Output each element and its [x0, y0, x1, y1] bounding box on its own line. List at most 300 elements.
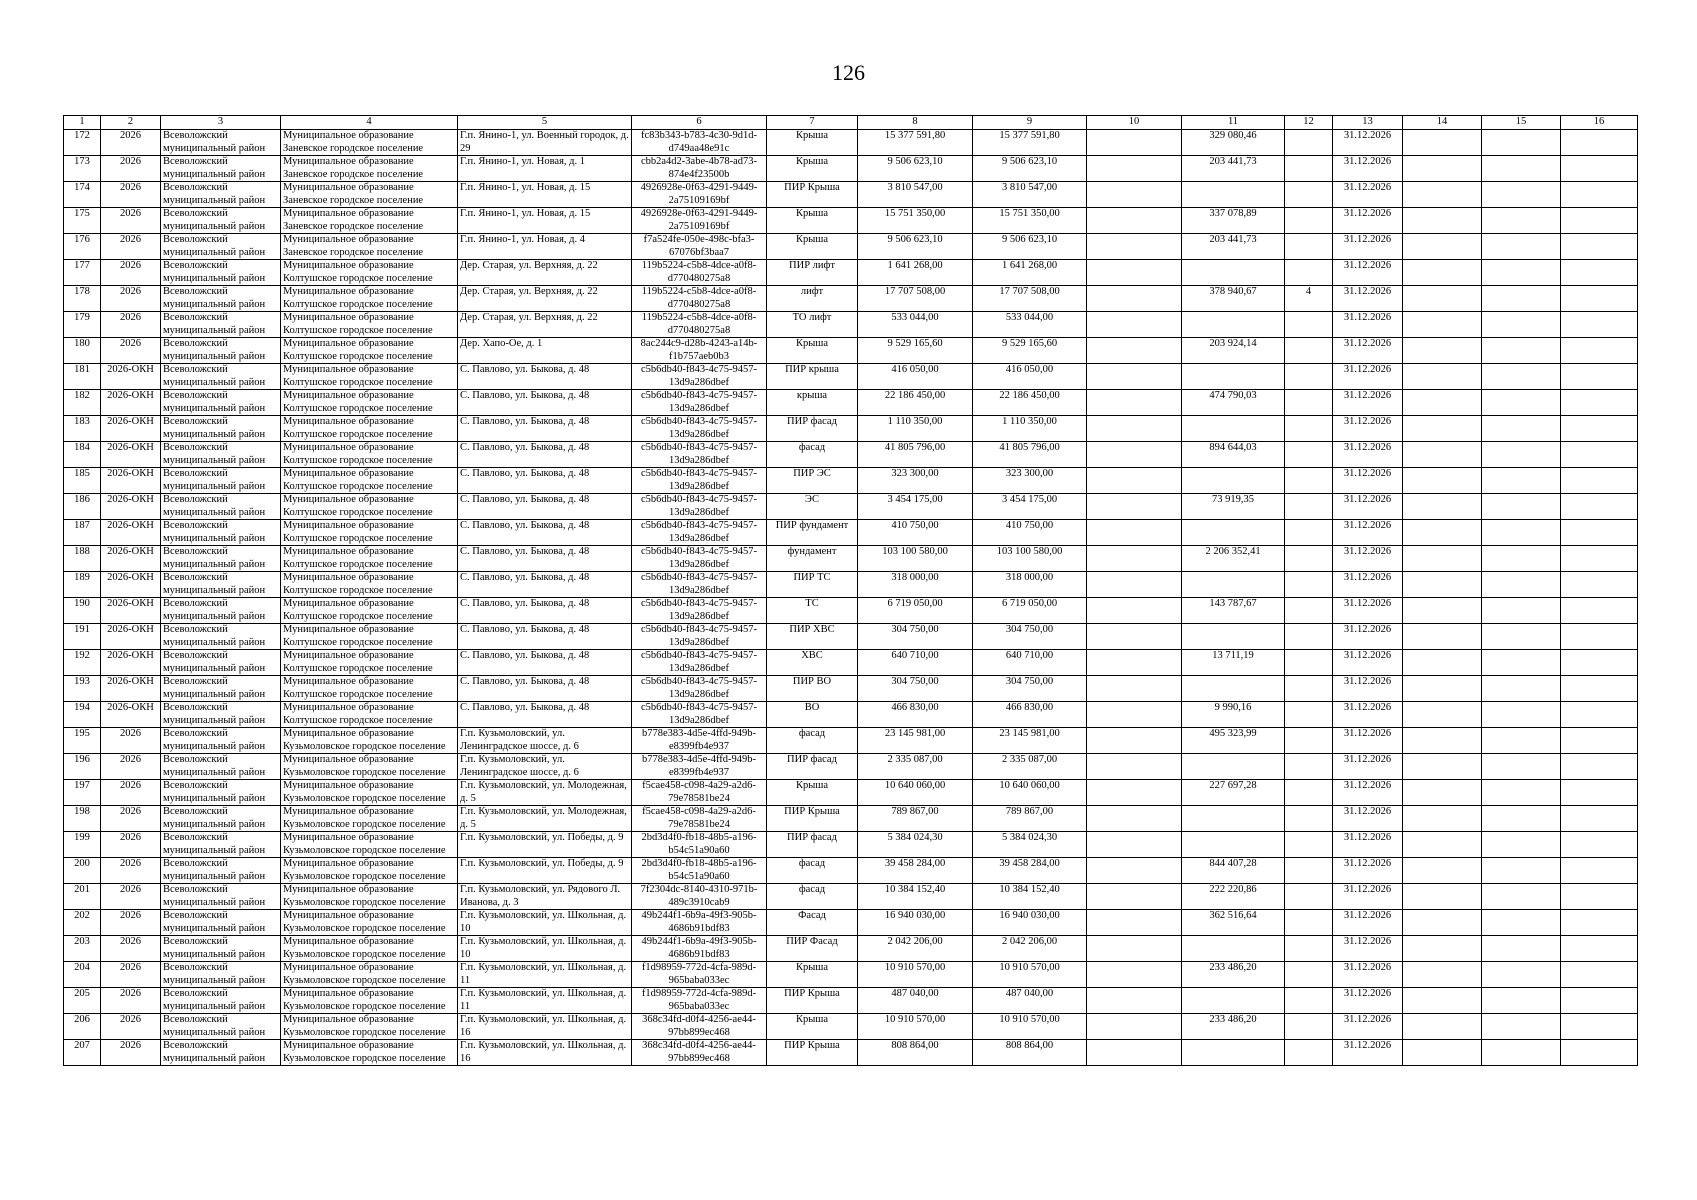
cell-col-11: [1182, 624, 1285, 650]
cell-col-12: 4: [1285, 286, 1333, 312]
cell-house-guid: f1d98959-772d-4cfa-989d-965baba033ec: [632, 988, 767, 1014]
cell-municipality: Муниципальное образование Кузьмоловское городское поселение: [281, 910, 458, 936]
cell-year: 2026-ОКН: [101, 390, 161, 416]
cell-address: Г.п. Кузьмоловский, ул. Ленинградское шоссе, д. 6: [458, 728, 632, 754]
cell-col-16: [1561, 650, 1638, 676]
cell-work-type: ХВС: [767, 650, 858, 676]
table-row: [64, 416, 1638, 442]
cell-col-10: [1087, 442, 1182, 468]
cell-col-16: [1561, 182, 1638, 208]
cell-col-10: [1087, 780, 1182, 806]
cell-year: 2026-ОКН: [101, 546, 161, 572]
cell-col-12: [1285, 234, 1333, 260]
cell-col-16: [1561, 572, 1638, 598]
cell-municipality: Муниципальное образование Колтушское городское поселение: [281, 598, 458, 624]
cell-year: 2026: [101, 1040, 161, 1066]
cell-total-cost: 2 335 087,00: [858, 754, 973, 780]
cell-address: Дер. Старая, ул. Верхняя, д. 22: [458, 260, 632, 286]
cell-col-14: [1403, 832, 1482, 858]
cell-col-11: 378 940,67: [1182, 286, 1285, 312]
cell-row-number: 194: [64, 702, 101, 728]
cell-house-guid: c5b6db40-f843-4c75-9457-13d9a286dbef: [632, 364, 767, 390]
cell-col-15: [1482, 156, 1561, 182]
cell-address: Дер. Старая, ул. Верхняя, д. 22: [458, 286, 632, 312]
cell-deadline: 31.12.2026: [1333, 494, 1403, 520]
cell-col-11: [1182, 988, 1285, 1014]
table-row: [64, 702, 1638, 728]
cell-district: Всеволожский муниципальный район: [161, 416, 281, 442]
cell-municipality: Муниципальное образование Кузьмоловское городское поселение: [281, 988, 458, 1014]
cell-deadline: 31.12.2026: [1333, 598, 1403, 624]
cell-deadline: 31.12.2026: [1333, 442, 1403, 468]
cell-col-16: [1561, 598, 1638, 624]
cell-cost-fund: 1 110 350,00: [973, 416, 1087, 442]
cell-deadline: 31.12.2026: [1333, 338, 1403, 364]
cell-col-15: [1482, 546, 1561, 572]
cell-col-12: [1285, 780, 1333, 806]
cell-col-11: [1182, 364, 1285, 390]
table-row: [64, 156, 1638, 182]
cell-col-16: [1561, 936, 1638, 962]
cell-total-cost: 9 529 165,60: [858, 338, 973, 364]
cell-col-11: [1182, 260, 1285, 286]
cell-municipality: Муниципальное образование Колтушское городское поселение: [281, 260, 458, 286]
cell-col-11: 203 441,73: [1182, 234, 1285, 260]
cell-col-16: [1561, 520, 1638, 546]
cell-col-16: [1561, 494, 1638, 520]
cell-col-11: [1182, 936, 1285, 962]
table-row: [64, 234, 1638, 260]
table-row: [64, 676, 1638, 702]
cell-row-number: 195: [64, 728, 101, 754]
cell-house-guid: 119b5224-c5b8-4dce-a0f8-d770480275a8: [632, 286, 767, 312]
cell-municipality: Муниципальное образование Кузьмоловское городское поселение: [281, 832, 458, 858]
cell-total-cost: 466 830,00: [858, 702, 973, 728]
cell-col-14: [1403, 1014, 1482, 1040]
cell-work-type: Крыша: [767, 1014, 858, 1040]
cell-cost-fund: 808 864,00: [973, 1040, 1087, 1066]
cell-col-14: [1403, 182, 1482, 208]
cell-year: 2026: [101, 1014, 161, 1040]
cell-house-guid: f5cae458-c098-4a29-a2d6-79e78581be24: [632, 780, 767, 806]
cell-col-15: [1482, 650, 1561, 676]
cell-col-10: [1087, 520, 1182, 546]
cell-cost-fund: 10 910 570,00: [973, 962, 1087, 988]
table-row: [64, 624, 1638, 650]
cell-col-11: 362 516,64: [1182, 910, 1285, 936]
cell-year: 2026: [101, 234, 161, 260]
cell-col-10: [1087, 416, 1182, 442]
column-header-5: 5: [458, 116, 632, 130]
cell-address: Г.п. Кузьмоловский, ул. Школьная, д. 16: [458, 1014, 632, 1040]
cell-house-guid: c5b6db40-f843-4c75-9457-13d9a286dbef: [632, 650, 767, 676]
cell-col-15: [1482, 260, 1561, 286]
cell-work-type: ПИР Крыша: [767, 806, 858, 832]
cell-cost-fund: 2 042 206,00: [973, 936, 1087, 962]
cell-deadline: 31.12.2026: [1333, 312, 1403, 338]
cell-total-cost: 9 506 623,10: [858, 156, 973, 182]
cell-cost-fund: 533 044,00: [973, 312, 1087, 338]
cell-house-guid: f1d98959-772d-4cfa-989d-965baba033ec: [632, 962, 767, 988]
cell-col-16: [1561, 676, 1638, 702]
cell-house-guid: 4926928e-0f63-4291-9449-2a75109169bf: [632, 182, 767, 208]
cell-col-11: 203 924,14: [1182, 338, 1285, 364]
table-row: [64, 182, 1638, 208]
cell-col-12: [1285, 754, 1333, 780]
cell-house-guid: b778e383-4d5e-4ffd-949b-e8399fb4e937: [632, 728, 767, 754]
cell-district: Всеволожский муниципальный район: [161, 572, 281, 598]
cell-col-11: [1182, 572, 1285, 598]
cell-col-16: [1561, 546, 1638, 572]
cell-row-number: 189: [64, 572, 101, 598]
cell-total-cost: 6 719 050,00: [858, 598, 973, 624]
cell-cost-fund: 15 751 350,00: [973, 208, 1087, 234]
table-row: [64, 910, 1638, 936]
cell-district: Всеволожский муниципальный район: [161, 208, 281, 234]
cell-col-14: [1403, 546, 1482, 572]
cell-municipality: Муниципальное образование Колтушское городское поселение: [281, 442, 458, 468]
cell-address: Г.п. Кузьмоловский, ул. Молодежная, д. 5: [458, 806, 632, 832]
cell-col-10: [1087, 390, 1182, 416]
cell-municipality: Муниципальное образование Колтушское городское поселение: [281, 364, 458, 390]
cell-total-cost: 9 506 623,10: [858, 234, 973, 260]
cell-col-10: [1087, 650, 1182, 676]
cell-year: 2026: [101, 130, 161, 156]
cell-col-10: [1087, 468, 1182, 494]
cell-row-number: 193: [64, 676, 101, 702]
cell-district: Всеволожский муниципальный район: [161, 754, 281, 780]
cell-cost-fund: 41 805 796,00: [973, 442, 1087, 468]
cell-col-10: [1087, 130, 1182, 156]
cell-total-cost: 533 044,00: [858, 312, 973, 338]
cell-cost-fund: 2 335 087,00: [973, 754, 1087, 780]
cell-district: Всеволожский муниципальный район: [161, 1014, 281, 1040]
cell-col-12: [1285, 728, 1333, 754]
cell-cost-fund: 5 384 024,30: [973, 832, 1087, 858]
cell-total-cost: 304 750,00: [858, 624, 973, 650]
cell-year: 2026: [101, 780, 161, 806]
cell-cost-fund: 318 000,00: [973, 572, 1087, 598]
cell-col-14: [1403, 624, 1482, 650]
cell-col-10: [1087, 962, 1182, 988]
cell-col-11: [1182, 1040, 1285, 1066]
cell-address: Г.п. Янино-1, ул. Новая, д. 15: [458, 208, 632, 234]
cell-district: Всеволожский муниципальный район: [161, 260, 281, 286]
table-row: [64, 780, 1638, 806]
cell-col-12: [1285, 936, 1333, 962]
cell-col-14: [1403, 754, 1482, 780]
column-header-12: 12: [1285, 116, 1333, 130]
table-row: [64, 884, 1638, 910]
cell-col-10: [1087, 260, 1182, 286]
cell-col-10: [1087, 624, 1182, 650]
cell-house-guid: 4926928e-0f63-4291-9449-2a75109169bf: [632, 208, 767, 234]
column-header-16: 16: [1561, 116, 1638, 130]
cell-year: 2026: [101, 312, 161, 338]
table-row: [64, 390, 1638, 416]
cell-col-12: [1285, 572, 1333, 598]
cell-address: Г.п. Кузьмоловский, ул. Школьная, д. 10: [458, 910, 632, 936]
cell-district: Всеволожский муниципальный район: [161, 312, 281, 338]
table-row: [64, 338, 1638, 364]
cell-total-cost: 10 384 152,40: [858, 884, 973, 910]
cell-house-guid: 7f2304dc-8140-4310-971b-489c3910cab9: [632, 884, 767, 910]
cell-cost-fund: 15 377 591,80: [973, 130, 1087, 156]
cell-col-15: [1482, 208, 1561, 234]
cell-year: 2026: [101, 988, 161, 1014]
cell-col-14: [1403, 806, 1482, 832]
cell-work-type: ПИР ВО: [767, 676, 858, 702]
cell-address: Г.п. Янино-1, ул. Новая, д. 15: [458, 182, 632, 208]
cell-col-12: [1285, 156, 1333, 182]
cell-work-type: ПИР Крыша: [767, 1040, 858, 1066]
cell-address: Г.п. Кузьмоловский, ул. Победы, д. 9: [458, 858, 632, 884]
cell-col-10: [1087, 364, 1182, 390]
cell-district: Всеволожский муниципальный район: [161, 390, 281, 416]
cell-col-14: [1403, 988, 1482, 1014]
cell-row-number: 198: [64, 806, 101, 832]
cell-row-number: 173: [64, 156, 101, 182]
cell-cost-fund: 10 384 152,40: [973, 884, 1087, 910]
cell-col-12: [1285, 676, 1333, 702]
cell-work-type: Крыша: [767, 234, 858, 260]
cell-address: С. Павлово, ул. Быкова, д. 48: [458, 572, 632, 598]
cell-cost-fund: 466 830,00: [973, 702, 1087, 728]
cell-col-10: [1087, 312, 1182, 338]
cell-district: Всеволожский муниципальный район: [161, 650, 281, 676]
cell-col-16: [1561, 390, 1638, 416]
cell-col-14: [1403, 520, 1482, 546]
cell-district: Всеволожский муниципальный район: [161, 884, 281, 910]
cell-cost-fund: 416 050,00: [973, 364, 1087, 390]
cell-col-10: [1087, 494, 1182, 520]
cell-col-16: [1561, 416, 1638, 442]
table-row: [64, 1014, 1638, 1040]
cell-address: Г.п. Янино-1, ул. Новая, д. 1: [458, 156, 632, 182]
cell-total-cost: 16 940 030,00: [858, 910, 973, 936]
cell-work-type: ПИР Фасад: [767, 936, 858, 962]
table-row: [64, 442, 1638, 468]
column-header-11: 11: [1182, 116, 1285, 130]
cell-work-type: фасад: [767, 884, 858, 910]
cell-house-guid: 2bd3d4f0-fb18-48b5-a196-b54c51a90a60: [632, 858, 767, 884]
cell-municipality: Муниципальное образование Колтушское городское поселение: [281, 338, 458, 364]
table-row: [64, 312, 1638, 338]
cell-total-cost: 487 040,00: [858, 988, 973, 1014]
cell-col-16: [1561, 312, 1638, 338]
cell-district: Всеволожский муниципальный район: [161, 182, 281, 208]
cell-cost-fund: 16 940 030,00: [973, 910, 1087, 936]
cell-work-type: ПИР фасад: [767, 416, 858, 442]
cell-row-number: 190: [64, 598, 101, 624]
cell-district: Всеволожский муниципальный район: [161, 988, 281, 1014]
cell-col-15: [1482, 130, 1561, 156]
cell-year: 2026-ОКН: [101, 416, 161, 442]
cell-col-16: [1561, 260, 1638, 286]
table-row: [64, 208, 1638, 234]
cell-col-15: [1482, 806, 1561, 832]
cell-year: 2026-ОКН: [101, 702, 161, 728]
cell-col-14: [1403, 312, 1482, 338]
table-row: [64, 1040, 1638, 1066]
cell-col-12: [1285, 650, 1333, 676]
cell-col-12: [1285, 338, 1333, 364]
cell-address: Г.п. Кузьмоловский, ул. Ленинградское шоссе, д. 6: [458, 754, 632, 780]
cell-municipality: Муниципальное образование Кузьмоловское городское поселение: [281, 1014, 458, 1040]
cell-cost-fund: 9 506 623,10: [973, 156, 1087, 182]
cell-district: Всеволожский муниципальный район: [161, 130, 281, 156]
cell-row-number: 177: [64, 260, 101, 286]
cell-work-type: лифт: [767, 286, 858, 312]
cell-col-11: [1182, 676, 1285, 702]
cell-deadline: 31.12.2026: [1333, 364, 1403, 390]
cell-district: Всеволожский муниципальный район: [161, 910, 281, 936]
column-header-15: 15: [1482, 116, 1561, 130]
cell-municipality: Муниципальное образование Кузьмоловское городское поселение: [281, 754, 458, 780]
cell-col-12: [1285, 208, 1333, 234]
cell-col-15: [1482, 390, 1561, 416]
cell-address: С. Павлово, ул. Быкова, д. 48: [458, 598, 632, 624]
cell-year: 2026-ОКН: [101, 624, 161, 650]
cell-deadline: 31.12.2026: [1333, 234, 1403, 260]
column-header-6: 6: [632, 116, 767, 130]
cell-col-12: [1285, 130, 1333, 156]
cell-total-cost: 15 751 350,00: [858, 208, 973, 234]
cell-col-15: [1482, 1014, 1561, 1040]
cell-district: Всеволожский муниципальный район: [161, 494, 281, 520]
cell-cost-fund: 304 750,00: [973, 676, 1087, 702]
cell-house-guid: cbb2a4d2-3abe-4b78-ad73-874e4f23500b: [632, 156, 767, 182]
cell-house-guid: 49b244f1-6b9a-49f3-905b-4686b91bdf83: [632, 910, 767, 936]
cell-col-15: [1482, 182, 1561, 208]
cell-total-cost: 416 050,00: [858, 364, 973, 390]
cell-municipality: Муниципальное образование Заневское городское поселение: [281, 208, 458, 234]
cell-row-number: 183: [64, 416, 101, 442]
cell-house-guid: b778e383-4d5e-4ffd-949b-e8399fb4e937: [632, 754, 767, 780]
cell-col-15: [1482, 962, 1561, 988]
page-number: 126: [832, 60, 865, 85]
cell-deadline: 31.12.2026: [1333, 546, 1403, 572]
cell-col-12: [1285, 260, 1333, 286]
table-header: [64, 116, 1638, 130]
cell-cost-fund: 103 100 580,00: [973, 546, 1087, 572]
cell-row-number: 175: [64, 208, 101, 234]
cell-municipality: Муниципальное образование Кузьмоловское городское поселение: [281, 1040, 458, 1066]
cell-year: 2026: [101, 884, 161, 910]
cell-col-10: [1087, 936, 1182, 962]
cell-municipality: Муниципальное образование Заневское городское поселение: [281, 130, 458, 156]
cell-work-type: ПИР фасад: [767, 832, 858, 858]
cell-row-number: 178: [64, 286, 101, 312]
cell-col-16: [1561, 858, 1638, 884]
cell-year: 2026: [101, 858, 161, 884]
table-row: [64, 260, 1638, 286]
header-row: [64, 116, 1638, 130]
cell-row-number: 172: [64, 130, 101, 156]
cell-col-16: [1561, 234, 1638, 260]
cell-col-11: 13 711,19: [1182, 650, 1285, 676]
cell-row-number: 201: [64, 884, 101, 910]
cell-col-16: [1561, 364, 1638, 390]
cell-address: Г.п. Кузьмоловский, ул. Молодежная, д. 5: [458, 780, 632, 806]
cell-total-cost: 2 042 206,00: [858, 936, 973, 962]
cell-cost-fund: 323 300,00: [973, 468, 1087, 494]
cell-house-guid: f7a524fe-050e-498c-bfa3-67076bf3baa7: [632, 234, 767, 260]
cell-total-cost: 1 641 268,00: [858, 260, 973, 286]
cell-deadline: 31.12.2026: [1333, 468, 1403, 494]
cell-deadline: 31.12.2026: [1333, 728, 1403, 754]
cell-col-15: [1482, 338, 1561, 364]
cell-total-cost: 3 454 175,00: [858, 494, 973, 520]
cell-work-type: Крыша: [767, 962, 858, 988]
cell-col-12: [1285, 416, 1333, 442]
cell-row-number: 192: [64, 650, 101, 676]
cell-deadline: 31.12.2026: [1333, 806, 1403, 832]
cell-row-number: 182: [64, 390, 101, 416]
cell-col-12: [1285, 598, 1333, 624]
cell-district: Всеволожский муниципальный район: [161, 338, 281, 364]
cell-house-guid: 119b5224-c5b8-4dce-a0f8-d770480275a8: [632, 260, 767, 286]
cell-deadline: 31.12.2026: [1333, 520, 1403, 546]
cell-year: 2026: [101, 338, 161, 364]
cell-col-11: 203 441,73: [1182, 156, 1285, 182]
cell-col-14: [1403, 884, 1482, 910]
cell-row-number: 176: [64, 234, 101, 260]
cell-address: С. Павлово, ул. Быкова, д. 48: [458, 468, 632, 494]
cell-col-14: [1403, 676, 1482, 702]
cell-col-10: [1087, 988, 1182, 1014]
cell-col-15: [1482, 702, 1561, 728]
cell-house-guid: fc83b343-b783-4c30-9d1d-d749aa48e91c: [632, 130, 767, 156]
cell-col-16: [1561, 988, 1638, 1014]
cell-cost-fund: 410 750,00: [973, 520, 1087, 546]
cell-col-11: 894 644,03: [1182, 442, 1285, 468]
cell-col-11: 2 206 352,41: [1182, 546, 1285, 572]
cell-col-15: [1482, 572, 1561, 598]
cell-house-guid: f5cae458-c098-4a29-a2d6-79e78581be24: [632, 806, 767, 832]
cell-work-type: ПИР лифт: [767, 260, 858, 286]
table-row: [64, 598, 1638, 624]
cell-work-type: ПИР Крыша: [767, 182, 858, 208]
cell-col-14: [1403, 390, 1482, 416]
cell-address: С. Павлово, ул. Быкова, д. 48: [458, 494, 632, 520]
cell-cost-fund: 10 910 570,00: [973, 1014, 1087, 1040]
table-row: [64, 728, 1638, 754]
cell-row-number: 187: [64, 520, 101, 546]
cell-cost-fund: 9 506 623,10: [973, 234, 1087, 260]
cell-year: 2026-ОКН: [101, 520, 161, 546]
cell-address: С. Павлово, ул. Быкова, д. 48: [458, 390, 632, 416]
cell-deadline: 31.12.2026: [1333, 910, 1403, 936]
cell-district: Всеволожский муниципальный район: [161, 234, 281, 260]
cell-col-10: [1087, 338, 1182, 364]
cell-col-14: [1403, 234, 1482, 260]
cell-col-10: [1087, 910, 1182, 936]
cell-col-15: [1482, 442, 1561, 468]
cell-district: Всеволожский муниципальный район: [161, 468, 281, 494]
cell-address: С. Павлово, ул. Быкова, д. 48: [458, 364, 632, 390]
cell-work-type: Крыша: [767, 130, 858, 156]
cell-col-15: [1482, 494, 1561, 520]
cell-total-cost: 10 640 060,00: [858, 780, 973, 806]
cell-address: С. Павлово, ул. Быкова, д. 48: [458, 416, 632, 442]
cell-cost-fund: 10 640 060,00: [973, 780, 1087, 806]
cell-col-10: [1087, 754, 1182, 780]
cell-deadline: 31.12.2026: [1333, 832, 1403, 858]
table-row: [64, 754, 1638, 780]
column-header-2: 2: [101, 116, 161, 130]
cell-col-14: [1403, 338, 1482, 364]
